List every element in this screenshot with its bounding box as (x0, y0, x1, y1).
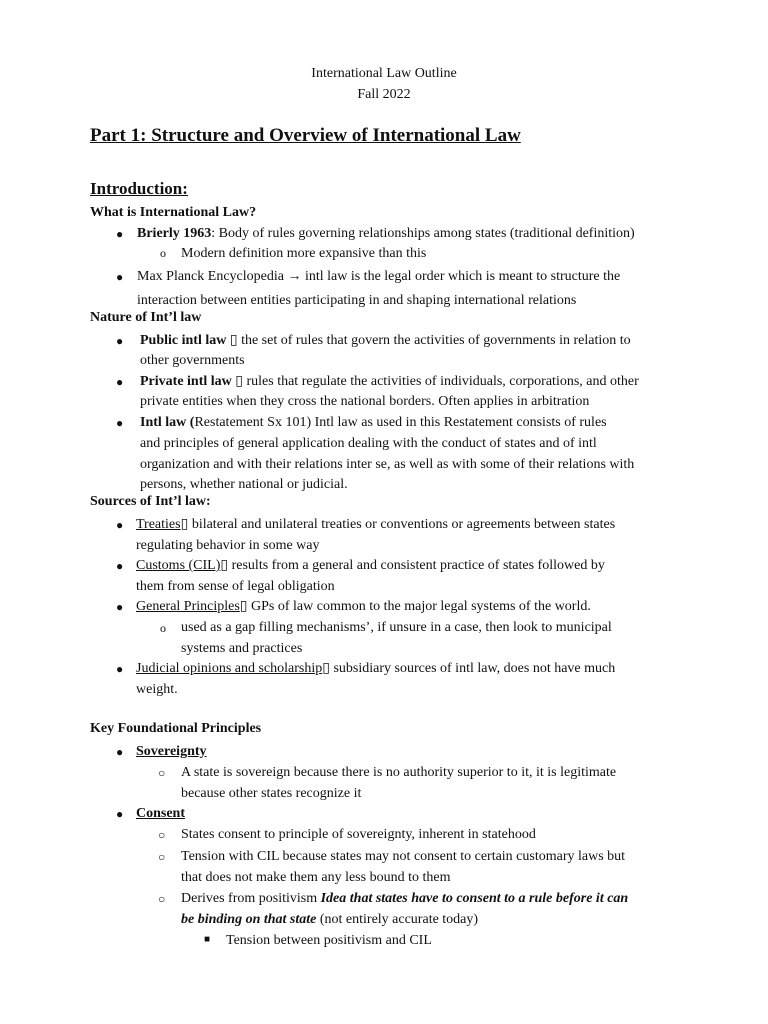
list-item: States consent to principle of sovereignty, inherent in statehood (181, 827, 536, 842)
list-item: Max Planck Encyclopedia → intl law is the legal order which is meant to structure the (137, 269, 621, 284)
list-item: Sovereignty (136, 744, 207, 759)
sub-bullet-icon: o (160, 621, 166, 635)
list-item-continuation: weight. (136, 682, 178, 697)
sources-heading: Sources of Int’l law: (90, 494, 211, 509)
list-item: Modern definition more expansive than this (181, 246, 427, 261)
introduction-heading: Introduction: (90, 179, 188, 198)
list-item-continuation: that does not make them any less bound to them (181, 870, 451, 885)
sub-bullet-icon: ○ (158, 828, 166, 842)
list-item: Tension between positivism and CIL (226, 933, 432, 948)
sub-bullet-icon: ○ (158, 850, 166, 864)
sub-bullet-icon: ○ (158, 766, 166, 780)
bullet-icon: ● (116, 375, 124, 389)
list-item: Treaties▯ bilateral and unilateral treaties or conventions or agreements between states (136, 517, 616, 532)
list-item-continuation: private entities when they cross the national borders. Often applies in arbitration (140, 394, 590, 409)
list-item-continuation: persons, whether national or judicial. (140, 477, 348, 492)
square-bullet-icon: ■ (204, 934, 211, 945)
list-item: Brierly 1963: Body of rules governing relationships among states (traditional definition) (137, 226, 635, 241)
bullet-icon: ● (116, 745, 124, 759)
nature-heading: Nature of Int’l law (90, 310, 202, 325)
doc-title: International Law Outline (311, 66, 457, 81)
list-item: Intl law (Restatement Sx 101) Intl law as used in this Restatement consists of rules (140, 415, 607, 430)
sub-bullet-icon: ○ (158, 892, 166, 906)
list-item-continuation: because other states recognize it (181, 786, 362, 801)
list-item: Customs (CIL)▯ results from a general and consistent practice of states followed by (136, 558, 605, 573)
bullet-icon: ● (116, 600, 124, 614)
list-item-continuation: be binding on that state (not entirely accurate today) (181, 912, 479, 927)
list-item-continuation: organization and with their relations inter se, as well as with some of their relations with (140, 457, 635, 472)
list-item: Derives from positivism Idea that states have to consent to a rule before it can (181, 891, 629, 906)
list-item-continuation: systems and practices (181, 641, 303, 656)
list-item-continuation: them from sense of legal obligation (136, 579, 335, 594)
list-item-continuation: other governments (140, 353, 245, 368)
bullet-icon: ● (116, 559, 124, 573)
list-item-continuation: regulating behavior in some way (136, 538, 320, 553)
bullet-icon: ● (116, 662, 124, 676)
bullet-icon: ● (116, 227, 124, 241)
key-principles-heading: Key Foundational Principles (90, 721, 262, 736)
list-item: Private intl law ▯ rules that regulate the activities of individuals, corporations, and other (140, 374, 639, 389)
bullet-icon: ● (116, 518, 124, 532)
list-item: Tension with CIL because states may not consent to certain customary laws but (181, 849, 626, 864)
list-item-continuation: and principles of general application dealing with the conduct of states and of intl (140, 436, 597, 451)
what-is-heading: What is International Law? (90, 205, 257, 220)
list-item-continuation: interaction between entities participating in and shaping international relations (137, 293, 577, 308)
bullet-icon: ● (116, 416, 124, 430)
sub-bullet-icon: o (160, 246, 166, 260)
list-item: General Principles▯ GPs of law common to the major legal systems of the world. (136, 599, 591, 614)
bullet-icon: ● (116, 270, 124, 284)
list-item: Public intl law ▯ the set of rules that govern the activities of governments in relation to (140, 333, 631, 348)
list-item: Judicial opinions and scholarship▯ subsidiary sources of intl law, does not have much (136, 661, 616, 676)
list-item: A state is sovereign because there is no authority superior to it, it is legitimate (181, 765, 617, 780)
list-item: Consent (136, 806, 186, 821)
bullet-icon: ● (116, 807, 124, 821)
part-heading: Part 1: Structure and Overview of International Law (90, 125, 521, 146)
bullet-icon: ● (116, 334, 124, 348)
doc-term: Fall 2022 (357, 87, 411, 102)
list-item: used as a gap filling mechanisms’, if unsure in a case, then look to municipal (181, 620, 612, 635)
